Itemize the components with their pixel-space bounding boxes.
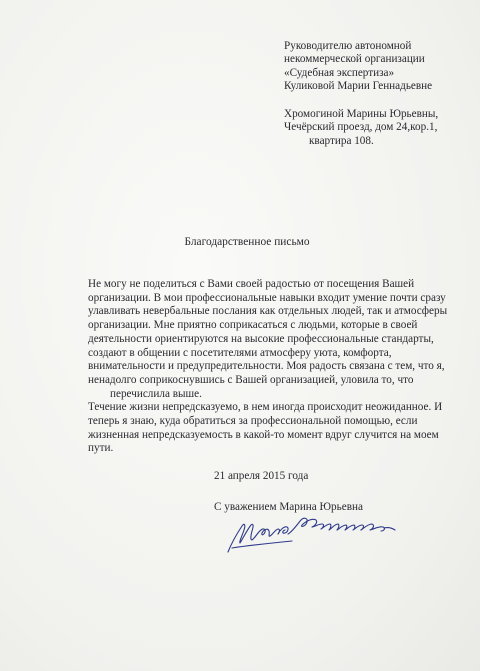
body-line: жизненная непредсказуемость в какой-то момент вдруг случится на моем <box>88 428 439 441</box>
body-line: Течение жизни непредсказуемо, в нем иногда происходит неожиданное. И <box>88 401 443 414</box>
body-line: внимательности и предупредительности. Моя радость связана с тем, что я, <box>88 360 445 373</box>
document-title: Благодарственное письмо <box>184 236 310 248</box>
body-line: организации. Мне приятно соприкасаться с людьми, которые в своей <box>88 319 418 332</box>
body-line: перечислила выше. <box>110 387 202 400</box>
sender-line: Чечёрский проезд, дом 24,кор.1, <box>284 121 438 134</box>
body-line: теперь я знаю, куда обратиться за профессиональной помощью, если <box>88 415 418 428</box>
closing-line: С уважением Марина Юрьевна <box>214 501 363 513</box>
body-line: организации. В мои профессиональные навыки входит умение почти сразу <box>88 291 446 304</box>
letter-body <box>88 278 468 456</box>
addressee-line: Куликовой Марии Геннадьевне <box>284 79 433 92</box>
handwritten-signature <box>222 512 400 558</box>
sender-line: Хромогиной Марины Юрьевны, <box>284 108 439 120</box>
addressee-line: Руководителю автономной <box>284 40 412 52</box>
addressee-line: некоммерческой организации <box>284 53 425 66</box>
body-line: пути. <box>88 442 114 455</box>
body-line: деятельности ориентируются на высокие профессиональные стандарты, <box>88 332 434 345</box>
addressee-block <box>284 40 474 93</box>
addressee-line: «Судебная экспертиза» <box>284 66 395 79</box>
letter-date: 21 апреля 2015 года <box>214 470 309 482</box>
sender-line: квартира 108. <box>309 134 374 147</box>
body-line: улавливать невербальные послания как отдельных людей, так и атмосферы <box>88 305 448 318</box>
body-line: ненадолго соприкоснувшись с Вашей организацией, уловила то, что <box>88 373 414 386</box>
sender-block <box>284 108 474 148</box>
body-line: Не могу не поделиться с Вами своей радостью от посещения Вашей <box>88 278 415 290</box>
body-line: создают в общении с посетителями атмосферу уюта, комфорта, <box>88 346 392 359</box>
